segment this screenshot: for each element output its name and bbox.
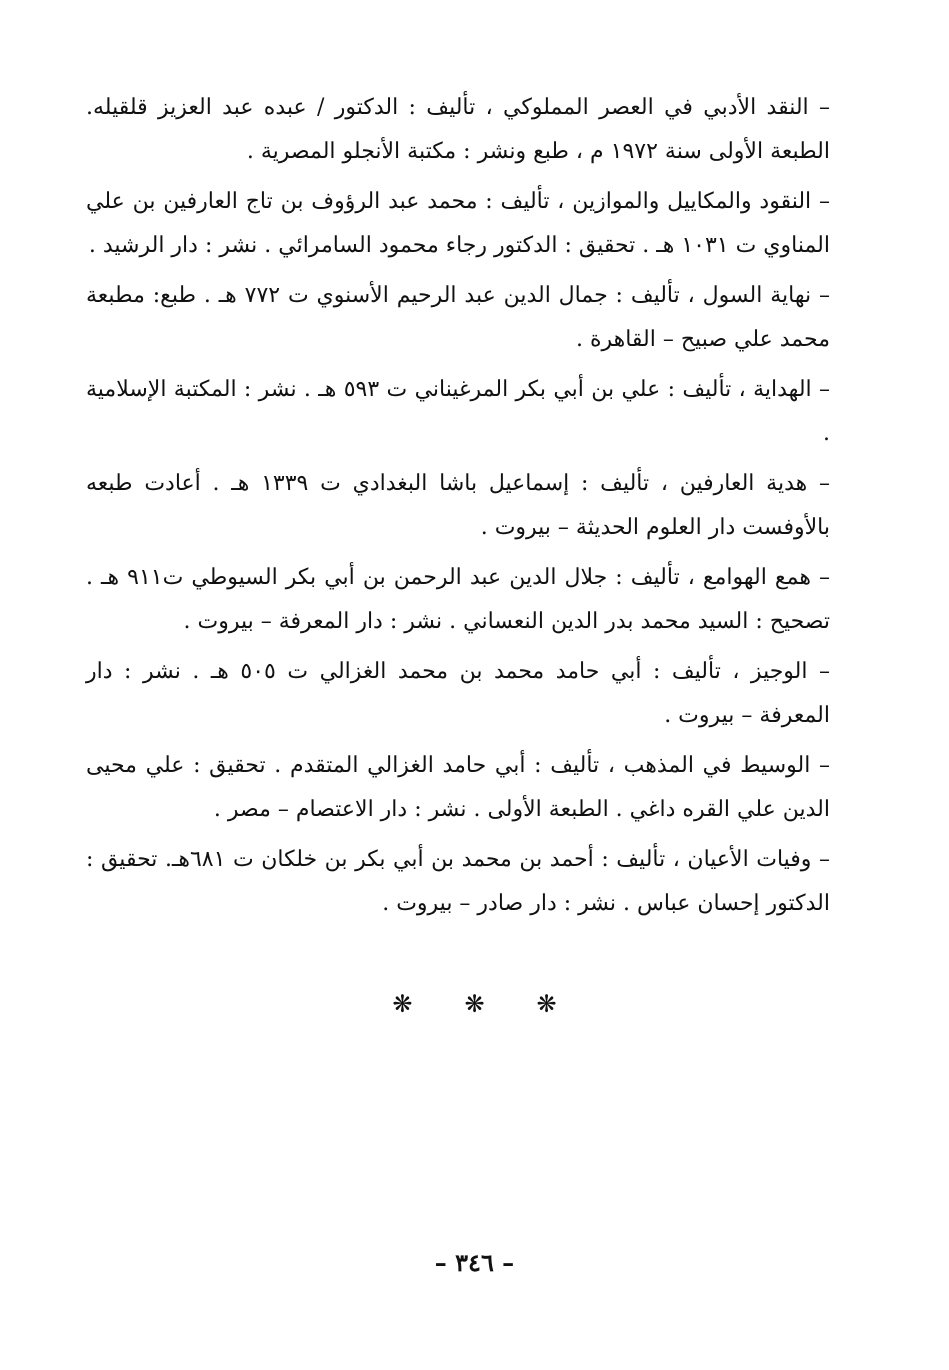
asterism-star-icon: ❋ <box>392 990 413 1018</box>
bibliography-entry: – وفيات الأعيان ، تأليف : أحمد بن محمد بن أبي بكر بن خلكان ت ٦٨١هـ. تحقيق : الدكتور إحسان عباس . نشر : دار صادر – بيروت . <box>86 847 830 916</box>
section-separator <box>0 990 949 1018</box>
page-number: – ٣٤٦ – <box>434 1248 515 1277</box>
bibliography-entry: – النقود والمكاييل والموازين ، تأليف : محمد عبد الرؤوف بن تاج العارفين بن علي المناوي ت ١٠٣١ هـ . تحقيق : الدكتور رجاء محمود السامرائي . نشر : دار الرشيد . <box>86 189 830 258</box>
bibliography-list <box>86 86 830 932</box>
bibliography-entry: – هدية العارفين ، تأليف : إسماعيل باشا البغدادي ت ١٣٣٩ هـ . أعادت طبعه بالأوفست دار العلوم الحديثة – بيروت . <box>86 471 830 540</box>
asterism-star-icon: ❋ <box>464 990 485 1018</box>
bibliography-entry: – نهاية السول ، تأليف : جمال الدين عبد الرحيم الأسنوي ت ٧٧٢ هـ . طبع: مطبعة محمد علي صبيح – القاهرة . <box>86 283 830 352</box>
bibliography-entry: – الوجيز ، تأليف : أبي حامد محمد بن محمد الغزالي ت ٥٠٥ هـ . نشر : دار المعرفة – بيروت . <box>86 659 830 728</box>
bibliography-entry: – النقد الأدبي في العصر المملوكي ، تأليف : الدكتور / عبده عبد العزيز قلقيله. الطبعة الأولى سنة ١٩٧٢ م ، طبع ونشر : مكتبة الأنجلو المصرية . <box>86 95 830 164</box>
bibliography-entry: – الهداية ، تأليف : علي بن أبي بكر المرغيناني ت ٥٩٣ هـ . نشر : المكتبة الإسلامية . <box>86 377 830 446</box>
asterism-star-icon: ❋ <box>536 990 557 1018</box>
bibliography-entry: – الوسيط في المذهب ، تأليف : أبي حامد الغزالي المتقدم . تحقيق : علي محيى الدين علي القره داغي . الطبعة الأولى . نشر : دار الاعتصام – مصر . <box>86 753 830 822</box>
bibliography-entry: – همع الهوامع ، تأليف : جلال الدين عبد الرحمن بن أبي بكر السيوطي ت٩١١ هـ . تصحيح : السيد محمد بدر الدين النعساني . نشر : دار المعرفة – بيروت . <box>86 565 831 634</box>
